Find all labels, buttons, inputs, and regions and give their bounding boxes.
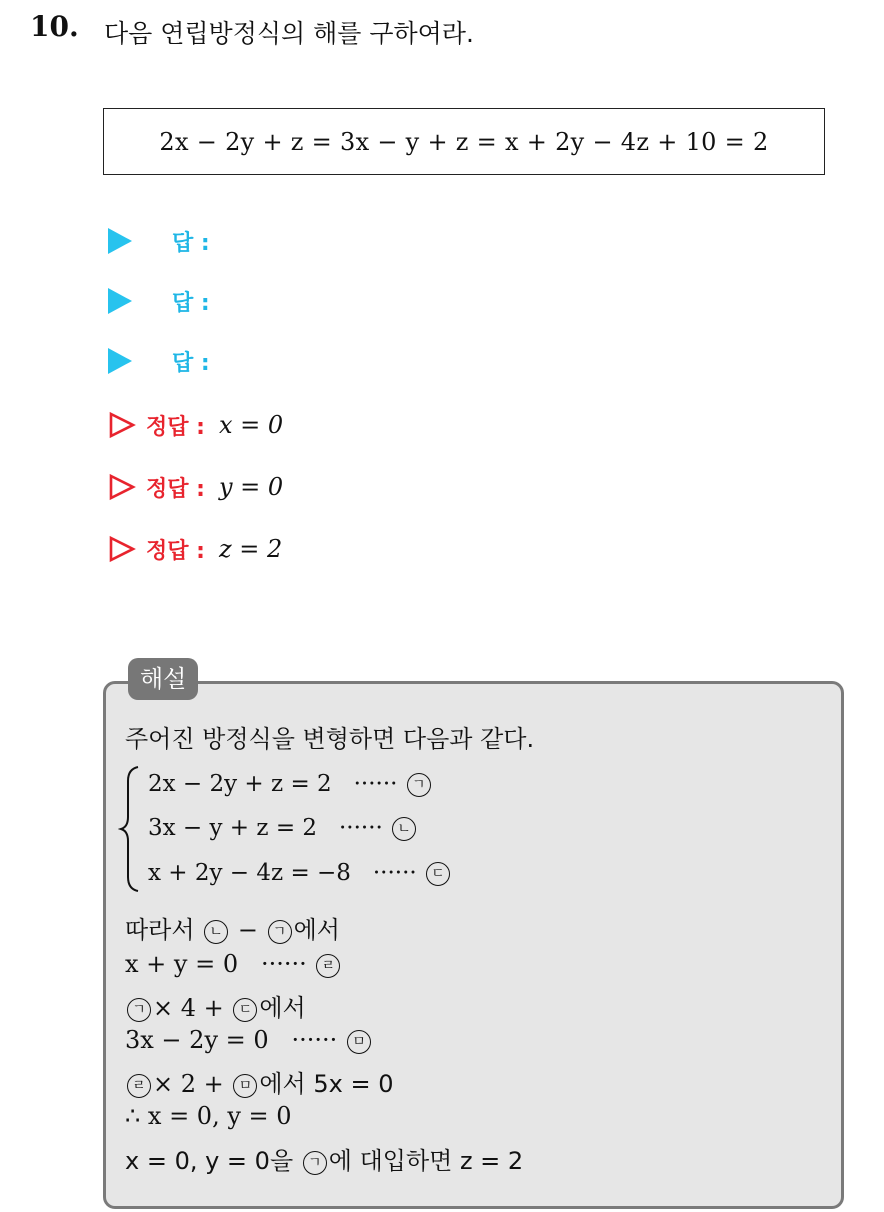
answer-label: 답 : <box>172 230 210 256</box>
correct-answer-label: 정답 : <box>146 538 205 564</box>
step-text: × 2 + <box>153 1070 232 1098</box>
step-1 <box>125 910 340 945</box>
correct-answer-row-1 <box>108 405 283 445</box>
step-7 <box>125 1141 523 1176</box>
outline-triangle-icon <box>108 535 136 563</box>
circled-mark: ㄴ <box>204 920 228 944</box>
step-text: 따라서 <box>125 916 203 944</box>
outline-triangle-icon <box>108 411 136 439</box>
step-text: 에서 <box>293 916 340 944</box>
answer-row-1[interactable] <box>108 221 210 261</box>
answer-row-3[interactable] <box>108 341 210 381</box>
equation-text: x + 2y − 4z = −8 <box>148 860 351 886</box>
play-triangle-icon <box>108 348 132 374</box>
circled-mark: ㄷ <box>233 998 257 1022</box>
step-text: − <box>230 916 266 944</box>
circled-mark: ㄱ <box>127 998 151 1022</box>
question-text: 다음 연립방정식의 해를 구하여라. <box>104 19 474 48</box>
dots: ······ <box>291 1026 338 1054</box>
circled-mark: ㄹ <box>316 954 340 978</box>
correct-answer-row-2 <box>108 467 283 507</box>
equation-text: 2x − 2y + z = 3x − y + z = x + 2y − 4z + 10 = 2 <box>159 127 769 156</box>
equation-box <box>103 108 825 175</box>
correct-answer-value: x = 0 <box>218 411 284 439</box>
step-text: x = 0, y = 0을 <box>125 1147 301 1175</box>
dots: ······ <box>353 771 398 797</box>
correct-answer-label: 정답 : <box>146 476 205 502</box>
step-3 <box>125 988 306 1023</box>
equation-text: x + y = 0 <box>125 950 239 978</box>
answer-label: 답 : <box>172 350 210 376</box>
equation-text: 3x − 2y = 0 <box>125 1026 269 1054</box>
solution-tag: 해설 <box>128 658 198 700</box>
outline-triangle-icon <box>108 473 136 501</box>
step-2 <box>125 950 342 978</box>
circled-mark: ㄷ <box>426 862 450 886</box>
play-triangle-icon <box>108 228 132 254</box>
answer-row-2[interactable] <box>108 281 210 321</box>
dots: ······ <box>372 860 417 886</box>
step-text: 에서 5x = 0 <box>259 1070 394 1098</box>
correct-answer-row-3 <box>108 529 282 569</box>
dots: ······ <box>338 815 383 841</box>
step-5 <box>125 1064 393 1099</box>
correct-answer-value: z = 2 <box>218 535 283 563</box>
equation-text: 2x − 2y + z = 2 <box>148 771 332 797</box>
circled-mark: ㄱ <box>303 1151 327 1175</box>
step-4 <box>125 1026 373 1054</box>
step-6 <box>125 1102 292 1130</box>
equation-text: 3x − y + z = 2 <box>148 815 318 841</box>
brace-icon <box>118 765 142 893</box>
solution-intro: 주어진 방정식을 변형하면 다음과 같다. <box>125 725 535 753</box>
step-text: 에서 <box>259 994 306 1022</box>
play-triangle-icon <box>108 288 132 314</box>
step-text: 에 대입하면 z = 2 <box>328 1147 524 1175</box>
circled-mark: ㅁ <box>233 1074 257 1098</box>
answer-label: 답 : <box>172 290 210 316</box>
circled-mark: ㅁ <box>347 1030 371 1054</box>
correct-answer-value: y = 0 <box>218 473 284 501</box>
question-number: 10. <box>30 10 79 43</box>
system-eq-2 <box>148 815 418 841</box>
correct-answer-label: 정답 : <box>146 414 205 440</box>
system-eq-1 <box>148 771 433 797</box>
step-text: × 4 + <box>153 994 232 1022</box>
circled-mark: ㄹ <box>127 1074 151 1098</box>
dots: ······ <box>261 950 307 978</box>
circled-mark: ㄱ <box>268 920 292 944</box>
circled-mark: ㄱ <box>407 773 431 797</box>
circled-mark: ㄴ <box>392 817 416 841</box>
step-text: ∴ x = 0, y = 0 <box>125 1102 292 1130</box>
system-eq-3 <box>148 860 452 886</box>
